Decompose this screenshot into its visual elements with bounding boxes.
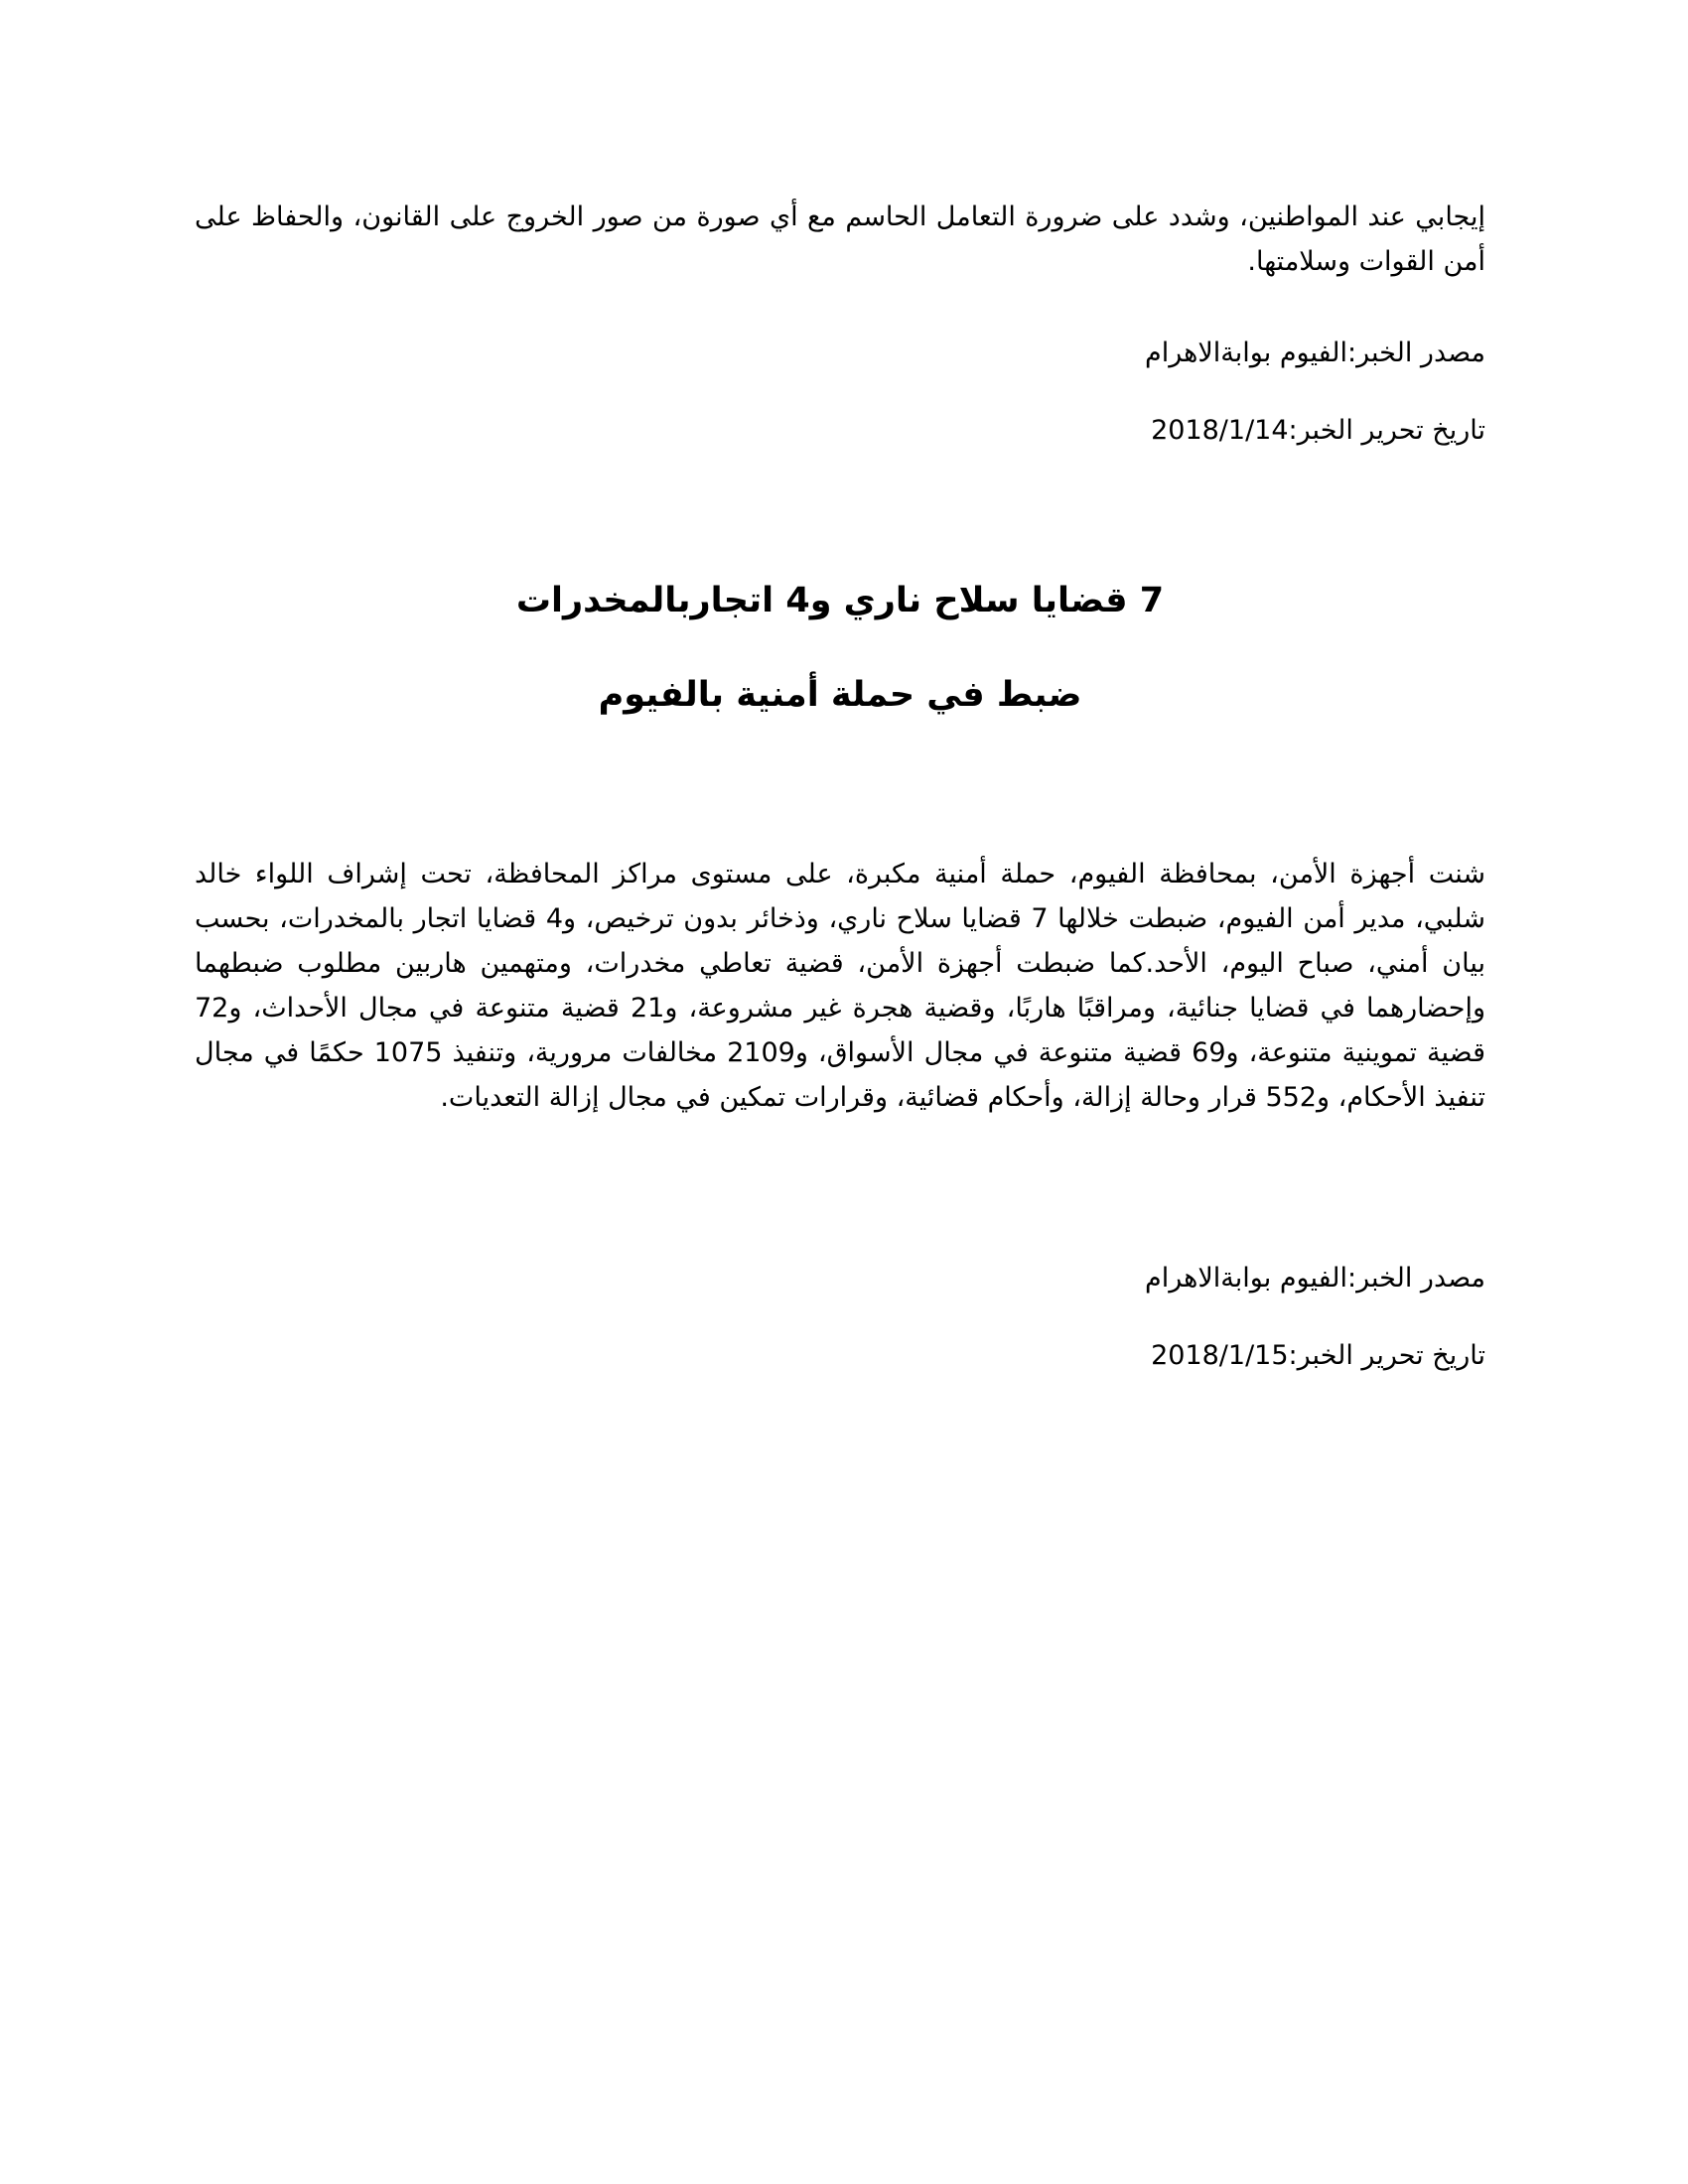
document-page: [195, 0, 1485, 2184]
news-date-label: تاريخ تحرير الخبر:: [1288, 415, 1485, 446]
article-source-line: [195, 1259, 1485, 1298]
article-date-label: تاريخ تحرير الخبر:: [1288, 1340, 1485, 1371]
article-headline-line1: 7 قضايا سلاح ناري و4 اتجاربالمخدرات: [515, 581, 1165, 620]
article-source-value: الفيوم بوابةالاهرام: [1145, 1263, 1348, 1294]
article-date-line: [195, 1336, 1485, 1376]
news-source-value: الفيوم بوابةالاهرام: [1145, 338, 1348, 368]
article-source-label: مصدر الخبر:: [1347, 1263, 1485, 1294]
article-headline-line2: ضبط في حملة أمنية بالفيوم: [598, 675, 1082, 715]
news-source-label: مصدر الخبر:: [1347, 338, 1485, 368]
news-date-line: [195, 411, 1485, 451]
news-date-value: 2018/1/14: [1151, 415, 1289, 446]
continuation-paragraph: إيجابي عند المواطنين، وشدد على ضرورة التعامل الحاسم مع أي صورة من صور الخروج على القانون، والحفاظ على أمن القوات وسلامتها.: [195, 202, 1485, 277]
article-body-paragraph: شنت أجهزة الأمن، بمحافظة الفيوم، حملة أمنية مكبرة، على مستوى مراكز المحافظة، تحت إشراف اللواء خالد شلبي، مدير أمن الفيوم، ضبطت خلالها 7 قضايا سلاح ناري، وذخائر بدون ترخيص، و4 قضايا اتجار بالمخدرات، بحسب بيان أمني، صباح اليوم، الأحد.كما ضبطت أجهزة الأمن، قضية تعاطي مخدرات، ومتهمين هاربين مطلوب ضبطهما وإحضارهما في قضايا جنائية، ومراقبًا هاربًا، وقضية هجرة غير مشروعة، و21 قضية متنوعة في مجال الأحداث، و72 قضية تموينية متنوعة، و69 قضية متنوعة في مجال الأسواق، و2109 مخالفات مرورية، وتنفيذ 1075 حكمًا في مجال تنفيذ الأحكام، و552 قرار وحالة إزالة، وأحكام قضائية، وقرارات تمكين في مجال إزالة التعديات.: [195, 859, 1486, 1113]
article-date-value: 2018/1/15: [1151, 1340, 1289, 1371]
news-source-line: [195, 334, 1485, 373]
